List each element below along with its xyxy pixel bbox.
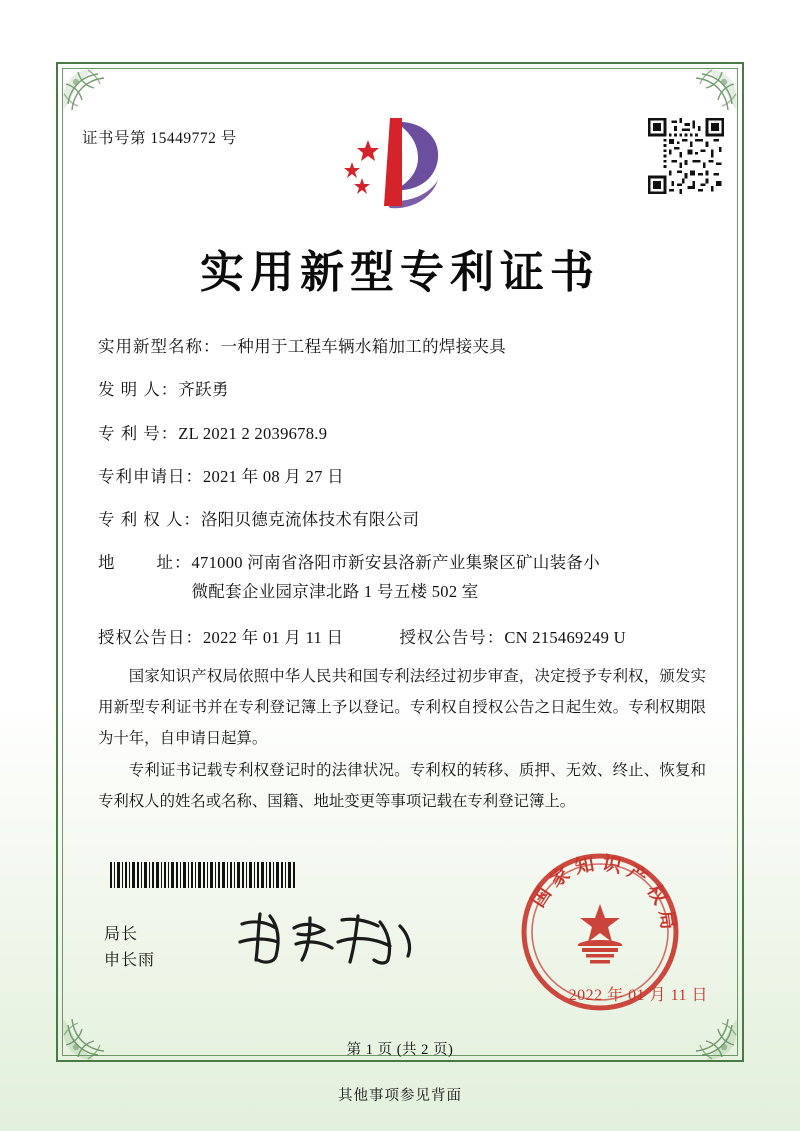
page-number: 第 1 页 (共 2 页): [346, 1042, 454, 1058]
field-label: 专 利 号：: [98, 423, 179, 443]
field-patent-number: [98, 423, 708, 445]
back-side-note: 其他事项参见背面: [338, 1088, 462, 1104]
field-list: [98, 336, 708, 648]
grant-date-value: 2022 年 01 月 11 日: [203, 627, 344, 647]
grant-number-value: CN 215469249 U: [504, 627, 626, 647]
address-line-2: 微配套企业园京津北路 1 号五楼 502 室: [191, 581, 479, 601]
field-address: [98, 552, 708, 603]
field-label: 发 明 人：: [98, 380, 179, 400]
seal-date: 2022 年 01 月 11 日: [568, 987, 708, 1004]
field-value: 洛阳贝德克流体技术有限公司: [200, 510, 420, 530]
paragraph-1: 国家知识产权局依照中华人民共和国专利法经过初步审查，决定授予专利权，颁发实用新型专利证书并在专利登记簿上予以登记。专利权自授权公告之日起生效。专利权期限为十年，自申请日起算。: [98, 668, 706, 747]
handwritten-signature-icon: [232, 908, 422, 970]
cnipa-logo-icon: [332, 110, 452, 218]
qr-code-icon: [648, 118, 724, 194]
field-label: 专利申请日：: [98, 466, 203, 486]
field-patentee: [98, 509, 708, 531]
field-value: 齐跃勇: [178, 380, 229, 400]
certificate-number: 证书号第 15449772 号: [82, 130, 237, 147]
field-utility-model-name: [98, 336, 708, 358]
field-value: [192, 552, 709, 603]
field-label: 实用新型名称：: [98, 337, 221, 356]
barcode-icon: [110, 862, 296, 888]
signature-block: [104, 922, 155, 975]
grant-number-label: 授权公告号：: [399, 627, 505, 647]
paragraph-2: 专利证书记载专利权登记时的法律状况。专利权的转移、质押、无效、终止、恢复和专利权人的姓名或名称、国籍、地址变更等事项记载在专利登记簿上。: [98, 762, 706, 811]
grant-date-label: 授权公告日：: [98, 627, 203, 647]
signature-title: 局长: [104, 926, 139, 943]
field-label: 地 址：: [98, 553, 192, 573]
field-value: 一种用于工程车辆水箱加工的焊接夹具: [220, 337, 507, 356]
svg-text:国家知识产权局: 国家知识产权局: [527, 853, 679, 937]
field-application-date: [98, 466, 708, 488]
address-line-1: 471000 河南省洛阳市新安县洛新产业集聚区矿山装备小: [191, 553, 601, 573]
field-inventor: [98, 379, 708, 401]
field-value: 2021 年 08 月 27 日: [203, 466, 344, 486]
legal-text: [98, 662, 706, 820]
page-title: 实用新型专利证书: [200, 248, 600, 297]
field-value: ZL 2021 2 2039678.9: [178, 423, 328, 443]
signature-name: 申长雨: [104, 952, 156, 970]
field-grant-info: [98, 624, 708, 648]
field-label: 专 利 权 人：: [98, 510, 201, 530]
